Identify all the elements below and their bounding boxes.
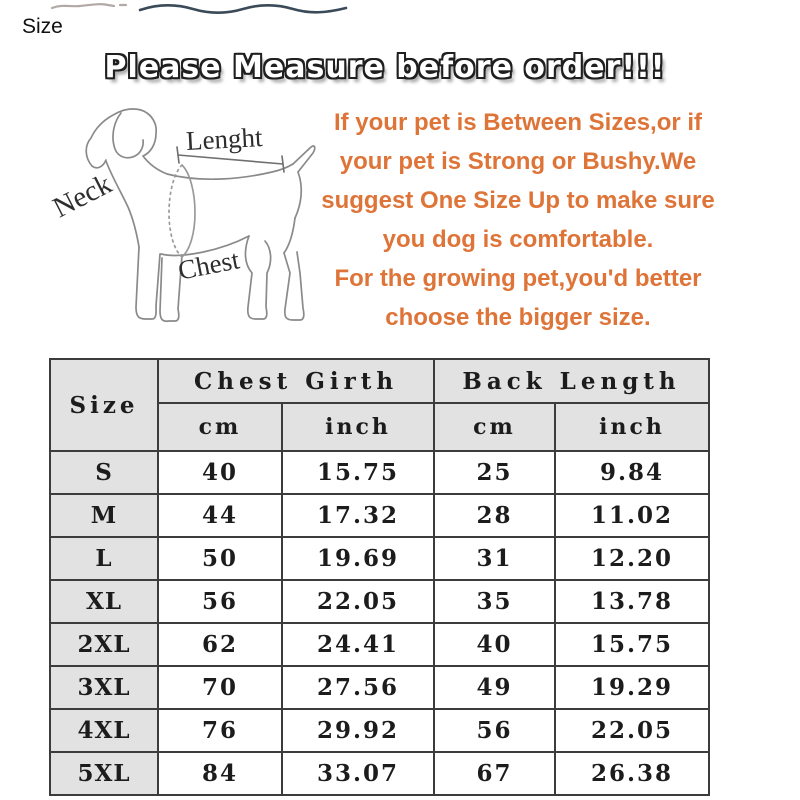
size-cell: 2XL [50, 623, 158, 666]
chest-inch-cell: 27.56 [282, 666, 434, 709]
header-back-length: Back Length [434, 359, 709, 403]
chest-cm-cell: 70 [158, 666, 282, 709]
table-header-row [50, 359, 709, 403]
scribble-mark [50, 0, 142, 14]
table-row [50, 709, 709, 752]
size-cell: 4XL [50, 709, 158, 752]
chest-inch-cell: 15.75 [282, 451, 434, 494]
chest-inch-cell: 29.92 [282, 709, 434, 752]
back-cm-cell: 28 [434, 494, 555, 537]
page-title: Please Measure before order!!! [104, 50, 666, 85]
back-cm-cell: 67 [434, 752, 555, 795]
back-cm-cell: 49 [434, 666, 555, 709]
header-back-inch: inch [555, 403, 709, 451]
size-cell: 5XL [50, 752, 158, 795]
size-cell: S [50, 451, 158, 494]
back-inch-cell: 22.05 [555, 709, 709, 752]
header-chest-girth: Chest Girth [158, 359, 434, 403]
back-inch-cell: 13.78 [555, 580, 709, 623]
chest-inch-cell: 19.69 [282, 537, 434, 580]
chest-label: Chest [175, 244, 242, 286]
advisory-line: your pet is Strong or Bushy.We [339, 148, 697, 175]
chest-inch-cell: 22.05 [282, 580, 434, 623]
back-inch-cell: 19.29 [555, 666, 709, 709]
table-row [50, 752, 709, 795]
back-cm-cell: 35 [434, 580, 555, 623]
back-cm-cell: 25 [434, 451, 555, 494]
neck-label: Neck [47, 167, 117, 225]
back-cm-cell: 56 [434, 709, 555, 752]
back-inch-cell: 15.75 [555, 623, 709, 666]
chest-inch-cell: 24.41 [282, 623, 434, 666]
size-cell: 3XL [50, 666, 158, 709]
back-inch-cell: 11.02 [555, 494, 709, 537]
back-inch-cell: 9.84 [555, 451, 709, 494]
back-cm-cell: 31 [434, 537, 555, 580]
table-row [50, 666, 709, 709]
back-inch-cell: 12.20 [555, 537, 709, 580]
size-cell: M [50, 494, 158, 537]
table-row [50, 623, 709, 666]
chest-cm-cell: 44 [158, 494, 282, 537]
wave-divider [136, 0, 350, 18]
chest-cm-cell: 40 [158, 451, 282, 494]
chest-cm-cell: 62 [158, 623, 282, 666]
advisory-line: For the growing pet,you'd better [334, 265, 702, 292]
table-row [50, 494, 709, 537]
size-cell: L [50, 537, 158, 580]
header-chest-inch: inch [282, 403, 434, 451]
table-row [50, 580, 709, 623]
size-cell: XL [50, 580, 158, 623]
advisory-line: If your pet is Between Sizes,or if [333, 109, 703, 136]
chest-inch-cell: 33.07 [282, 752, 434, 795]
back-inch-cell: 26.38 [555, 752, 709, 795]
advisory-line: you dog is comfortable. [382, 226, 654, 253]
header-size: Size [50, 359, 158, 451]
section-label: Size [22, 15, 63, 38]
measure-advisory-text [306, 103, 730, 337]
advisory-line: choose the bigger size. [385, 304, 651, 331]
header-chest-cm: cm [158, 403, 282, 451]
size-table [49, 358, 710, 796]
header-back-cm: cm [434, 403, 555, 451]
length-label: Lenght [185, 122, 264, 156]
chest-cm-cell: 84 [158, 752, 282, 795]
chest-inch-cell: 17.32 [282, 494, 434, 537]
advisory-line: suggest One Size Up to make sure [321, 187, 715, 214]
chest-cm-cell: 56 [158, 580, 282, 623]
chest-cm-cell: 50 [158, 537, 282, 580]
table-row [50, 537, 709, 580]
chest-cm-cell: 76 [158, 709, 282, 752]
table-row [50, 451, 709, 494]
back-cm-cell: 40 [434, 623, 555, 666]
